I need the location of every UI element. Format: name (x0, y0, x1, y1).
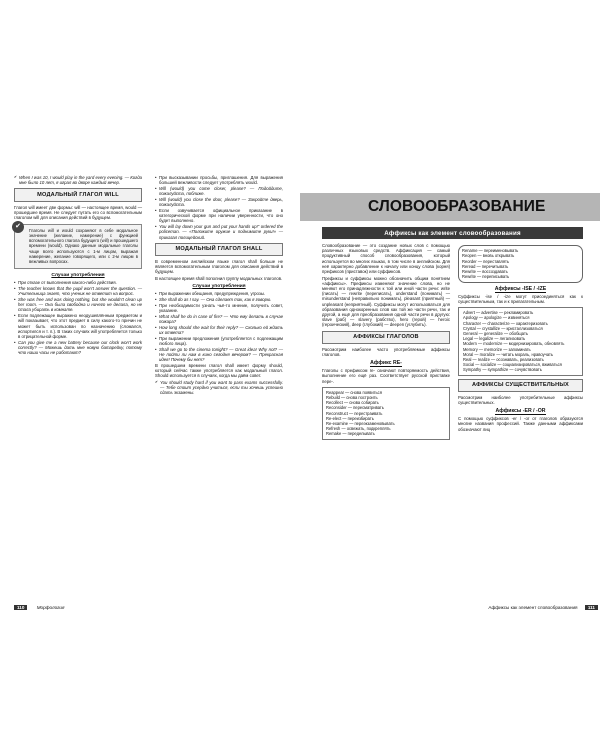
affix-item: Re-examine — переэкзаменовывать (326, 421, 395, 427)
affix-item: Refresh — освежать, подкреплять (326, 426, 391, 432)
example-list (14, 175, 142, 185)
re-affix-title (322, 360, 450, 366)
affix-item: Re-elect — переизбирать (326, 415, 374, 421)
re-affix-paragraph: Глаголы с префиксом re- означают повторяемость действия, выполнение его ещё раз. Соответствует русской приставке пере-. (322, 368, 450, 384)
verb-affix-header: АФФИКСЫ ГЛАГОЛОВ (322, 331, 450, 344)
left-column-2 (155, 175, 283, 396)
list-item: • Will (would) you come closer, please? — Подойдите, пожалуйста, поближе. (155, 186, 283, 196)
affix-item: Reopen — вновь открывать (462, 253, 515, 259)
left-column-1 (14, 175, 142, 356)
shall-usage-list (155, 291, 283, 362)
will-paragraph: Глагол will имеет две формы: will — настоящее время, would — прошедшее время. Не следует путать его со вспомогательным глаголом will для описания действий в будущем. (14, 204, 142, 220)
list-item: • Can you give me a new battery because our clock won’t work correctly? — Можешь дать мне новую батарейку, потому что наши часы не работают? (14, 340, 142, 356)
right-page (300, 227, 600, 602)
noun-affix-header: АФФИКСЫ СУЩЕСТВИТЕЛЬНЫХ (458, 379, 583, 392)
affix-item: Social — socialize — социализироваться, вживаться (463, 362, 562, 368)
affix-item: Moral — moralize — читать мораль, нравоучать (463, 351, 554, 357)
affix-item: Reorder — переставлять (462, 258, 510, 264)
usage-header: Случаи употребления (192, 284, 246, 290)
affix-item: Memory — memorize — запоминать (463, 346, 531, 352)
list-item: • Shall we go to the cinema tonight? — Great idea! Why not? — Не пойти ли нам в кино сегодня вечером? — Прекрасная идея! Почему бы нет? (155, 347, 283, 363)
ise-affix-box (458, 307, 583, 375)
er-affix-title (458, 408, 583, 414)
affix-item: Modern — modernize — модернизировать, обновлять (463, 341, 565, 347)
right-column-1 (322, 243, 450, 443)
verb-affix-intro: Рассмотрим наиболее часто употребляемые аффиксы глаголов. (322, 346, 450, 358)
affix-item: General — generalize — обобщать (463, 331, 528, 336)
intro-paragraph: Словообразование — это создание новых слов с помощью различных языковых средств. Аффиксация — самый продуктивный способ словообразования, который используется во многих языках, в том числе в английском. Для неё характерно добавление к началу или концу слова (корня) префиксов (приставок) или суффиксов. (322, 243, 450, 275)
affix-item: Real — realize — осознавать, реализовать (463, 357, 544, 363)
affix-item: Legal — legalize — легализовать (463, 336, 526, 342)
should-paragraph: В прошедшем времени глагол shall имеет форму should, который сейчас также употребляется как модальный глагол. Should используется в случаях, когда мы даём совет. (155, 363, 283, 379)
affix-paragraph: Префиксы и суффиксы можно обозначить общим понятием «аффиксы». Префиксы изменяют значение слова, но не меняют его принадлежности к той или иной части речи: write (писать) — rewrite (переписать), understand (понимать) — misunderstand (неправильно понимать), pleasant (приятный) — unpleasant (неприятный). Суффиксы могут использоваться для образования однокоренных слов как той же части речи, так и другой, а ещё для преобразования одной части речи в другую: slave (раб) — slavery (рабство), hero (герой) — heroic (героический), deep (глубокий) — deepen (углубить). (322, 275, 450, 328)
note-box (14, 224, 142, 269)
list-item: • При отказе от выполнения какого-либо действия. (14, 280, 142, 285)
re-affix-title-text: Аффикс RE- (370, 360, 402, 367)
footer-left (14, 603, 294, 612)
list-item: • Если озвучивается официальное приказание в категорической форме при наличии уверенности, что оно будет выполнено. (155, 208, 283, 224)
footer-right (458, 603, 598, 612)
list-item: • При необходимости узнать чьё-то мнение, получить совет, указание. (155, 303, 283, 313)
list-item: • При выражении обещания, предупреждения, угрозы. (155, 291, 283, 296)
affix-item: Reappear — снова появиться (326, 389, 382, 395)
list-item: • She was free and was doing nothing, but she wouldn’t clean up her room. — Она была свободна и ничего не делала, но не стала убирать в комнате. (14, 297, 142, 313)
affix-header-wrap (322, 227, 583, 242)
chapter-title: СЛОВООБРАЗОВАНИЕ (368, 198, 546, 215)
affix-item: Rewrite — переписывать (462, 274, 510, 280)
re-affix-callout (458, 245, 583, 283)
example-item: ✔ When I was 10, I would play in the yard every evening. — Когда мне было 10 лет, я играл во дворе каждый вечер. (14, 175, 142, 185)
shall-header: МОДАЛЬНЫЙ ГЛАГОЛ SHALL (155, 243, 283, 256)
list-item: • При высказывании просьбы, приглашения. Для выражения большей вежливости следует употреблять would. (155, 175, 283, 185)
er-affix-paragraph: С помощью суффиксов -er / -or от глаголов образуются многие названия профессий. Также данными аффиксами обозначают лиц (458, 416, 583, 432)
right-column-2 (458, 243, 583, 433)
ise-affix-title (458, 286, 583, 292)
affix-item: Character — characterize — характеризовать (463, 320, 548, 326)
running-title: Аффиксы как элемент словообразования (488, 605, 578, 610)
list-item: • Если подлежащее выражено неодушевлённым предметом и will показывает, что этот предмет в силу какого-то причин не может быть использован по назначению (сломался, испортился и т. п.). В таких случаях will употребляется только в отрицательной форме. (14, 313, 142, 339)
list-item: • What shall he do in case of fire? — Что ему делать в случае пожара? (155, 314, 283, 324)
affix-item: Rename — переименовывать (462, 248, 519, 253)
noun-affix-paragraph: Рассмотрим наиболее употребительные аффиксы существительных. (458, 394, 583, 406)
example-list (155, 380, 283, 396)
affix-item: Recollect — снова собирать (326, 400, 379, 406)
list-item: • How long should she wait for their reply? — Сколько ей ждать их ответа? (155, 325, 283, 335)
affix-item: Reconsider — пересматривать (326, 405, 384, 411)
affix-item: Reconstruct — перестраивать (326, 410, 383, 416)
chapter-title-band (300, 193, 600, 221)
affix-item: Advert — advertise — рекламировать (463, 310, 534, 316)
list-item: • You will lay down your gun and put your hands up!” ordered the policeman. — «Положите оружие и поднимите руки!» — приказал полицейский. (155, 224, 283, 240)
affix-item: Rebuild — снова построить (326, 395, 378, 401)
usage-list (14, 280, 142, 355)
running-title: Морфология (36, 605, 65, 610)
list-item: • She shall do as I say. — Она сделает так, как я говорю. (155, 297, 283, 302)
affix-item: Remake — переделывать (326, 431, 375, 437)
left-page (0, 175, 300, 595)
page-number: 110 (14, 605, 27, 610)
er-affix-title-text: Аффиксы -ER / -OR (495, 408, 546, 415)
list-item: • The teacher knows that the pupil won’t answer the question. — Учительница знает, что ученик не ответит на вопрос. (14, 286, 142, 296)
note-text: Глаголы will и would сохраняют в себе модальное значение (желание, намерение) с функцией вспомогательного глагола будущего (will) и прошедшего времени (would). Однако данные модальные глаголы чаще всего используются с 1-м лицом, выражая намерение, желание говорящего, или с 2-м лицом в вежливых вопросах. (29, 228, 138, 264)
list-item: • Will (would) you close the door, please? — Закройте дверь, пожалуйста. (155, 197, 283, 207)
ise-affix-title-text: Аффиксы -ISE / -IZE (494, 285, 547, 292)
affix-item: Apology — apologize — извиняться (463, 315, 530, 321)
ise-affix-paragraph: Суффиксы -ise / -ize могут присоединяться как к существительным, так и к прилагательным. (458, 293, 583, 304)
affix-item: Rewrite — воссоздавать (462, 269, 508, 275)
example-item: ✔ You should study hard if you want to pass exams successfully. — Тебе стоит усердно учиться, если ты хочешь успешно сдать экзамены. (155, 380, 283, 396)
affix-item: Reread — перечитывать (462, 263, 509, 269)
re-affix-box (322, 387, 450, 440)
will-header: МОДАЛЬНЫЙ ГЛАГОЛ WILL (14, 188, 142, 201)
shall-paragraph: В современном английском языке глагол shall больше не является вспомогательным глаголом для описания действий в будущем. (155, 259, 283, 275)
page-number: 111 (585, 605, 598, 610)
affix-item: Sympathy — sympathize — сочувствовать (463, 367, 542, 373)
request-list (155, 175, 283, 240)
checkmark-icon: ✔ (12, 221, 24, 233)
usage-header: Случаи употребления (51, 273, 105, 279)
list-item: • При выражении предложения (употребляется с подлежащим любого лица). (155, 336, 283, 346)
affix-item: Crystal — crystallize — кристаллизоваться (463, 325, 543, 331)
shall-paragraph: В настоящее время shall пополнил группу модальных глаголов. (155, 276, 283, 281)
affix-header: Аффиксы как элемент словообразования (322, 227, 583, 239)
